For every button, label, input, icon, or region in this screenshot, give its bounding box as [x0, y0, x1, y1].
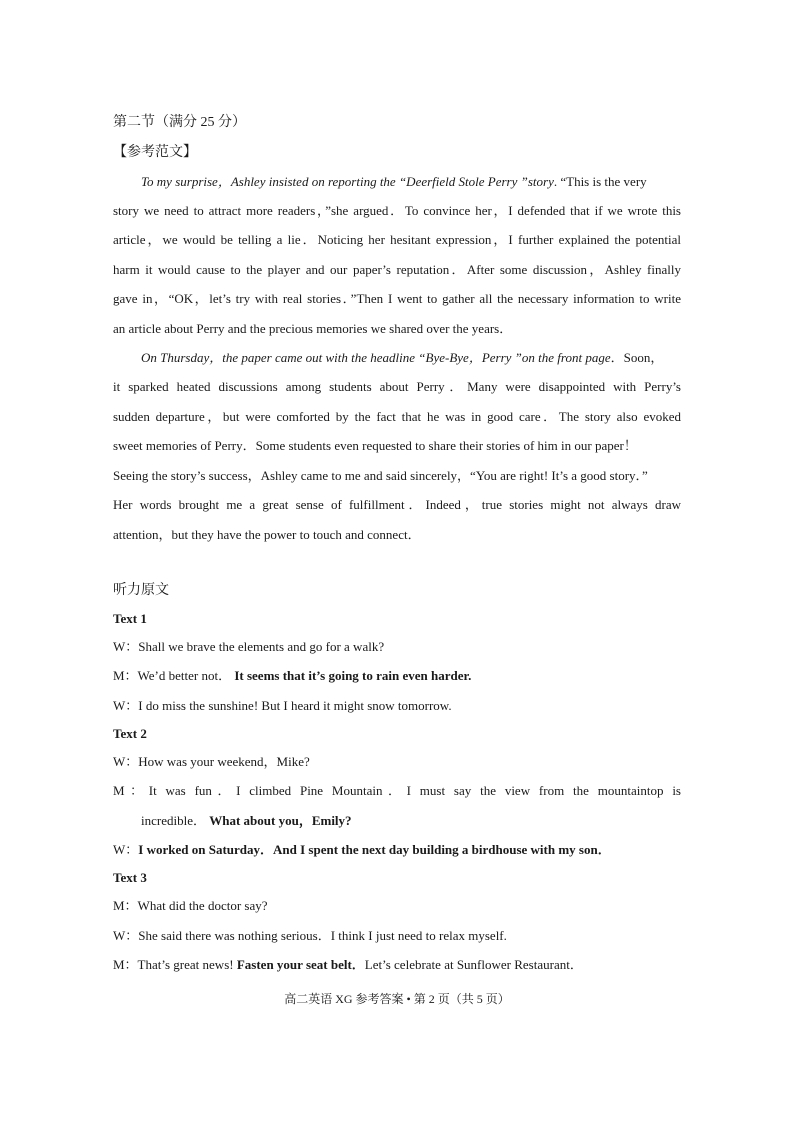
essay-p2-line-1: [141, 349, 663, 367]
text-3-m-bold: Fasten your seat belt．: [236, 957, 365, 972]
text-1-label: Text 1: [113, 611, 147, 626]
essay-p1-italic-opening: To my surprise，Ashley insisted on reporting the “Deerfield Stole Perry ”story: [141, 174, 554, 189]
essay-p1-line-1-rest: . “This is the very: [553, 174, 647, 189]
essay-p2-line-3: sudden departure，but were comforted by the fact that he was in good care．The story also evoked: [113, 409, 681, 424]
text-1-w-line-1: W：Shall we brave the elements and go for a walk?: [113, 639, 385, 654]
text-1-m-plain: M：We’d better not．: [113, 668, 232, 683]
essay-p2-line-1-rest: ．Soon，: [610, 350, 664, 365]
essay-p1-line-4: harm it would cause to the player and our paper’s reputation．After some discussion，Ashley finally: [113, 262, 681, 277]
essay-p1-line-6: an article about Perry and the precious memories we shared over the years．: [113, 321, 513, 336]
essay-p1-line-1: [141, 173, 647, 191]
essay-p2-line-7: attention，but they have the power to touch and connect．: [113, 527, 421, 542]
text-1-m-bold: It seems that it’s going to rain even harder.: [234, 668, 472, 683]
section-title: 第二节（满分 25 分）: [113, 115, 246, 130]
text-3-label: Text 3: [113, 870, 147, 885]
text-3-m-rest: Let’s celebrate at Sunflower Restaurant．: [364, 957, 583, 972]
text-3-m-line-2: [113, 956, 583, 974]
essay-p1-line-2: story we need to attract more readers，”she argued．To convince her，I defended that if we wrote this: [113, 203, 681, 218]
essay-p1-line-3: article，we would be telling a lie．Noticing her hesitant expression，I further explained the potential: [113, 232, 681, 247]
text-3-w-line-1: W：She said there was nothing serious．I think I just need to relax myself.: [113, 928, 507, 943]
text-2-w-bold: I worked on Saturday．And I spent the next day building a birdhouse with my son．: [138, 842, 611, 857]
essay-p2-line-2: it sparked heated discussions among students about Perry．Many were disappointed with Perry’s: [113, 379, 681, 394]
essay-p2-line-4: sweet memories of Perry．Some students even requested to share their stories of him in our paper！: [113, 438, 637, 453]
text-2-m-line-1-cont: [141, 812, 352, 830]
text-1-m-line-1: [113, 667, 471, 685]
essay-p1-line-5: gave in，“OK，let’s try with real stories．”Then I went to gather all the necessary information to write: [113, 291, 681, 306]
text-2-label: Text 2: [113, 726, 147, 741]
text-2-m-line-1: M：It was fun．I climbed Pine Mountain．I must say the view from the mountaintop is: [113, 783, 681, 798]
text-3-m-line-1: M：What did the doctor say?: [113, 898, 268, 913]
essay-p2-line-5: Seeing the story’s success，Ashley came to me and said sincerely，“You are right! It’s a good story．”: [113, 468, 648, 483]
essay-p2-line-6: Her words brought me a great sense of fulfillment．Indeed，true stories might not always draw: [113, 497, 681, 512]
text-2-w-line-1: W：How was your weekend，Mike?: [113, 754, 310, 769]
essay-p2-italic-opening: On Thursday，the paper came out with the headline “Bye-Bye，Perry ”on the front page: [141, 350, 611, 365]
page-footer: 高二英语 XG 参考答案 • 第 2 页（共 5 页）: [284, 992, 510, 1006]
text-3-m-plain: M：That’s great news!: [113, 957, 237, 972]
text-2-m-bold: What about you，Emily?: [209, 813, 352, 828]
text-1-w-line-2: W：I do miss the sunshine! But I heard it might snow tomorrow.: [113, 698, 452, 713]
sample-essay-label: 【参考范文】: [113, 145, 197, 160]
listening-heading: 听力原文: [113, 583, 169, 598]
text-2-m-plain: incredible．: [141, 813, 206, 828]
text-2-w-prefix: W：: [113, 842, 139, 857]
text-2-w-line-2: [113, 841, 611, 859]
